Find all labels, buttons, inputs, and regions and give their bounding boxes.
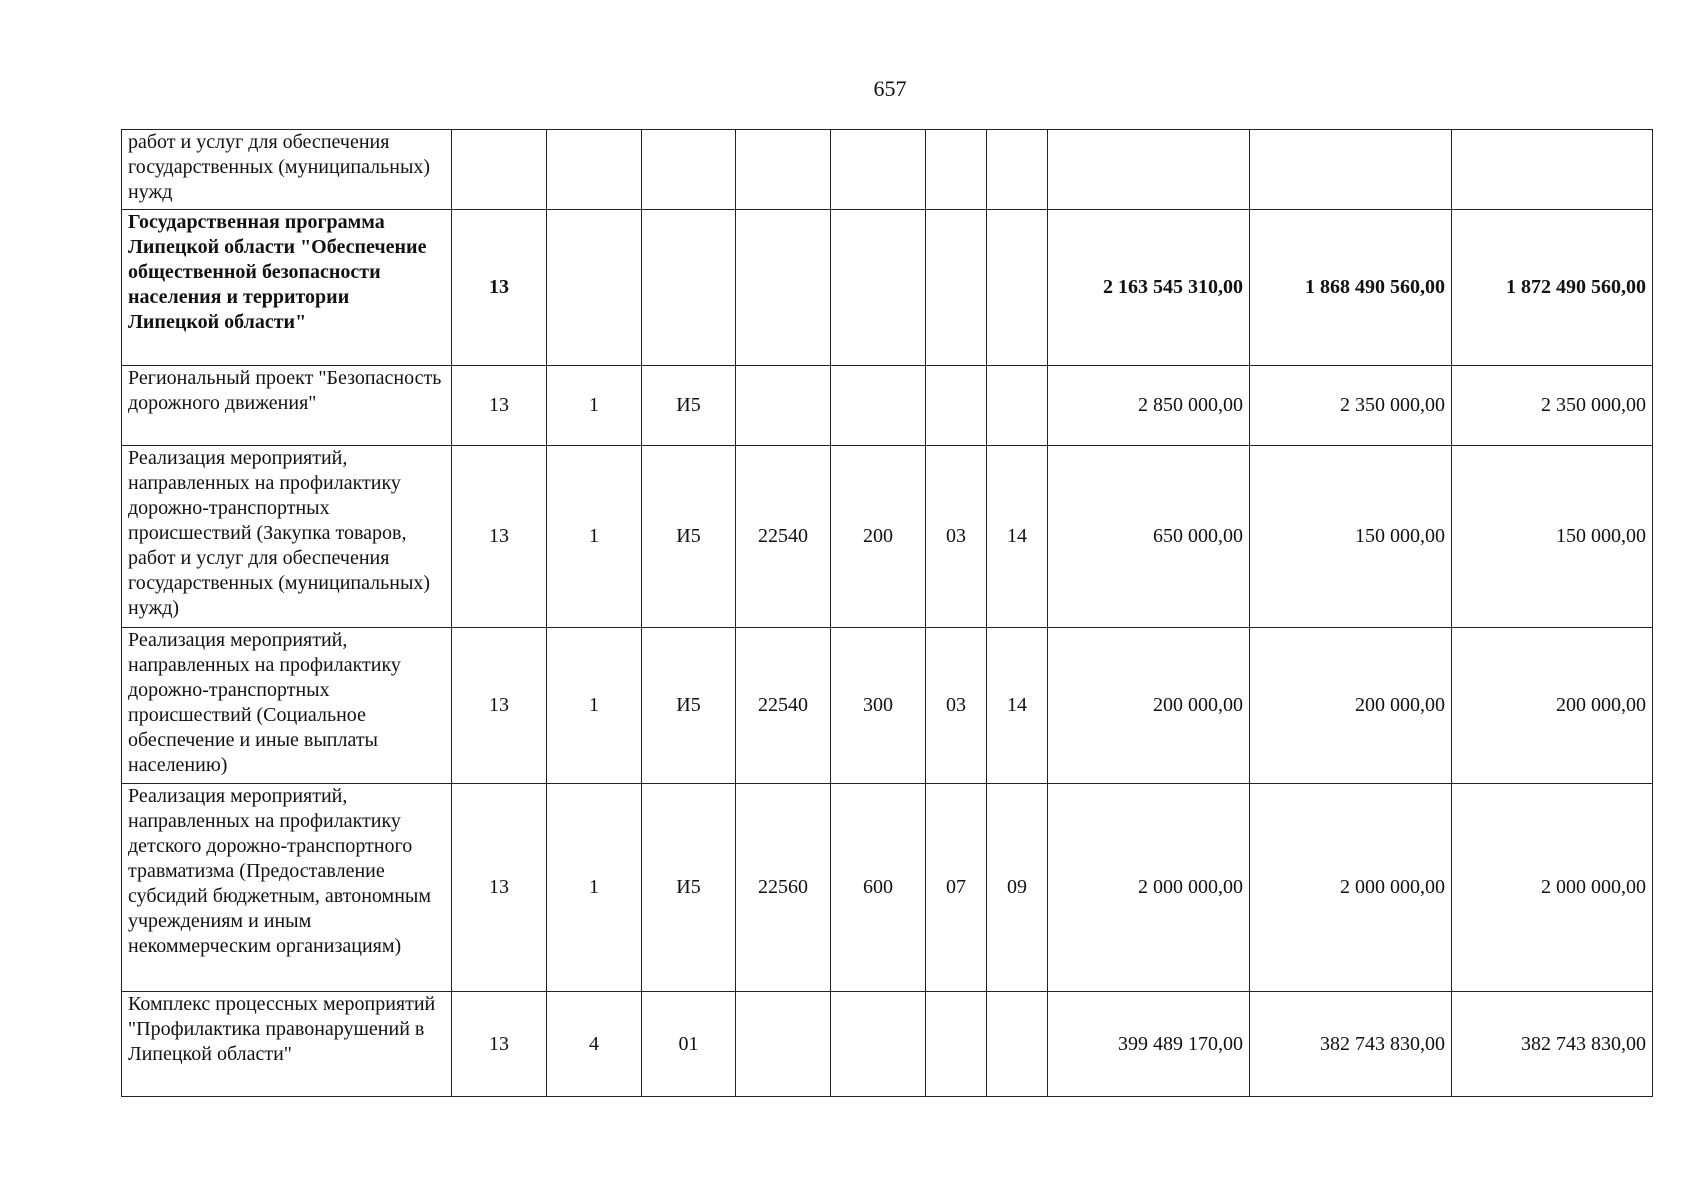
row-name-cell: Региональный проект "Безопасность дорожного движения" bbox=[122, 366, 452, 446]
table-row bbox=[122, 366, 1653, 446]
amount-year-3-cell: 2 350 000,00 bbox=[1452, 366, 1653, 446]
section-cell bbox=[926, 210, 987, 366]
subprogram-code-cell: 1 bbox=[547, 784, 642, 992]
table-row bbox=[122, 446, 1653, 628]
event-code-cell bbox=[642, 210, 736, 366]
amount-year-3-cell: 1 872 490 560,00 bbox=[1452, 210, 1653, 366]
amount-year-2-cell: 2 000 000,00 bbox=[1250, 784, 1452, 992]
section-cell: 07 bbox=[926, 784, 987, 992]
row-name-cell: Реализация мероприятий, направленных на профилактику дорожно-транспортных происшествий (Социальное обеспечение и иные выплаты населению) bbox=[122, 628, 452, 784]
amount-year-3-cell: 2 000 000,00 bbox=[1452, 784, 1653, 992]
direction-code-cell bbox=[736, 366, 831, 446]
amount-year-1-cell: 650 000,00 bbox=[1048, 446, 1250, 628]
table-row bbox=[122, 130, 1653, 210]
row-name-cell: работ и услуг для обеспечения государственных (муниципальных) нужд bbox=[122, 130, 452, 210]
row-name-cell: Комплекс процессных мероприятий "Профилактика правонарушений в Липецкой области" bbox=[122, 992, 452, 1097]
subsection-cell: 14 bbox=[987, 446, 1048, 628]
expense-type-cell: 200 bbox=[831, 446, 926, 628]
amount-year-3-cell: 150 000,00 bbox=[1452, 446, 1653, 628]
table-row bbox=[122, 210, 1653, 366]
row-name-cell: Государственная программа Липецкой области "Обеспечение общественной безопасности населения и территории Липецкой области" bbox=[122, 210, 452, 366]
section-cell: 03 bbox=[926, 628, 987, 784]
subsection-cell bbox=[987, 992, 1048, 1097]
program-code-cell: 13 bbox=[452, 628, 547, 784]
section-cell bbox=[926, 130, 987, 210]
row-name-cell: Реализация мероприятий, направленных на профилактику детского дорожно-транспортного травматизма (Предоставление субсидий бюджетным, автономным учреждениям и иным некоммерческим организациям) bbox=[122, 784, 452, 992]
expense-type-cell bbox=[831, 992, 926, 1097]
subsection-cell: 14 bbox=[987, 628, 1048, 784]
amount-year-3-cell: 382 743 830,00 bbox=[1452, 992, 1653, 1097]
direction-code-cell: 22540 bbox=[736, 628, 831, 784]
event-code-cell: И5 bbox=[642, 366, 736, 446]
expense-type-cell: 300 bbox=[831, 628, 926, 784]
subprogram-code-cell bbox=[547, 210, 642, 366]
subprogram-code-cell: 4 bbox=[547, 992, 642, 1097]
section-cell: 03 bbox=[926, 446, 987, 628]
program-code-cell bbox=[452, 130, 547, 210]
amount-year-2-cell: 382 743 830,00 bbox=[1250, 992, 1452, 1097]
subprogram-code-cell bbox=[547, 130, 642, 210]
expense-type-cell: 600 bbox=[831, 784, 926, 992]
event-code-cell: И5 bbox=[642, 628, 736, 784]
direction-code-cell bbox=[736, 992, 831, 1097]
amount-year-2-cell: 200 000,00 bbox=[1250, 628, 1452, 784]
row-name-cell: Реализация мероприятий, направленных на профилактику дорожно-транспортных происшествий (Закупка товаров, работ и услуг для обеспечения государственных (муниципальных) нужд) bbox=[122, 446, 452, 628]
amount-year-2-cell: 1 868 490 560,00 bbox=[1250, 210, 1452, 366]
program-code-cell: 13 bbox=[452, 446, 547, 628]
section-cell bbox=[926, 992, 987, 1097]
event-code-cell: И5 bbox=[642, 784, 736, 992]
amount-year-1-cell: 2 000 000,00 bbox=[1048, 784, 1250, 992]
program-code-cell: 13 bbox=[452, 784, 547, 992]
program-code-cell: 13 bbox=[452, 366, 547, 446]
direction-code-cell bbox=[736, 210, 831, 366]
table-row bbox=[122, 784, 1653, 992]
subsection-cell bbox=[987, 366, 1048, 446]
event-code-cell bbox=[642, 130, 736, 210]
subprogram-code-cell: 1 bbox=[547, 628, 642, 784]
amount-year-2-cell: 2 350 000,00 bbox=[1250, 366, 1452, 446]
amount-year-3-cell: 200 000,00 bbox=[1452, 628, 1653, 784]
amount-year-1-cell: 399 489 170,00 bbox=[1048, 992, 1250, 1097]
amount-year-2-cell: 150 000,00 bbox=[1250, 446, 1452, 628]
page-number: 657 bbox=[873, 76, 907, 101]
amount-year-1-cell bbox=[1048, 130, 1250, 210]
budget-table bbox=[121, 129, 1653, 1097]
direction-code-cell: 22560 bbox=[736, 784, 831, 992]
amount-year-3-cell bbox=[1452, 130, 1653, 210]
table-row bbox=[122, 628, 1653, 784]
subprogram-code-cell: 1 bbox=[547, 366, 642, 446]
amount-year-2-cell bbox=[1250, 130, 1452, 210]
program-code-cell: 13 bbox=[452, 210, 547, 366]
expense-type-cell bbox=[831, 366, 926, 446]
expense-type-cell bbox=[831, 130, 926, 210]
budget-table-body bbox=[122, 130, 1653, 1097]
subprogram-code-cell: 1 bbox=[547, 446, 642, 628]
subsection-cell: 09 bbox=[987, 784, 1048, 992]
subsection-cell bbox=[987, 130, 1048, 210]
direction-code-cell: 22540 bbox=[736, 446, 831, 628]
event-code-cell: И5 bbox=[642, 446, 736, 628]
direction-code-cell bbox=[736, 130, 831, 210]
expense-type-cell bbox=[831, 210, 926, 366]
event-code-cell: 01 bbox=[642, 992, 736, 1097]
amount-year-1-cell: 2 850 000,00 bbox=[1048, 366, 1250, 446]
section-cell bbox=[926, 366, 987, 446]
table-row bbox=[122, 992, 1653, 1097]
subsection-cell bbox=[987, 210, 1048, 366]
amount-year-1-cell: 200 000,00 bbox=[1048, 628, 1250, 784]
amount-year-1-cell: 2 163 545 310,00 bbox=[1048, 210, 1250, 366]
program-code-cell: 13 bbox=[452, 992, 547, 1097]
